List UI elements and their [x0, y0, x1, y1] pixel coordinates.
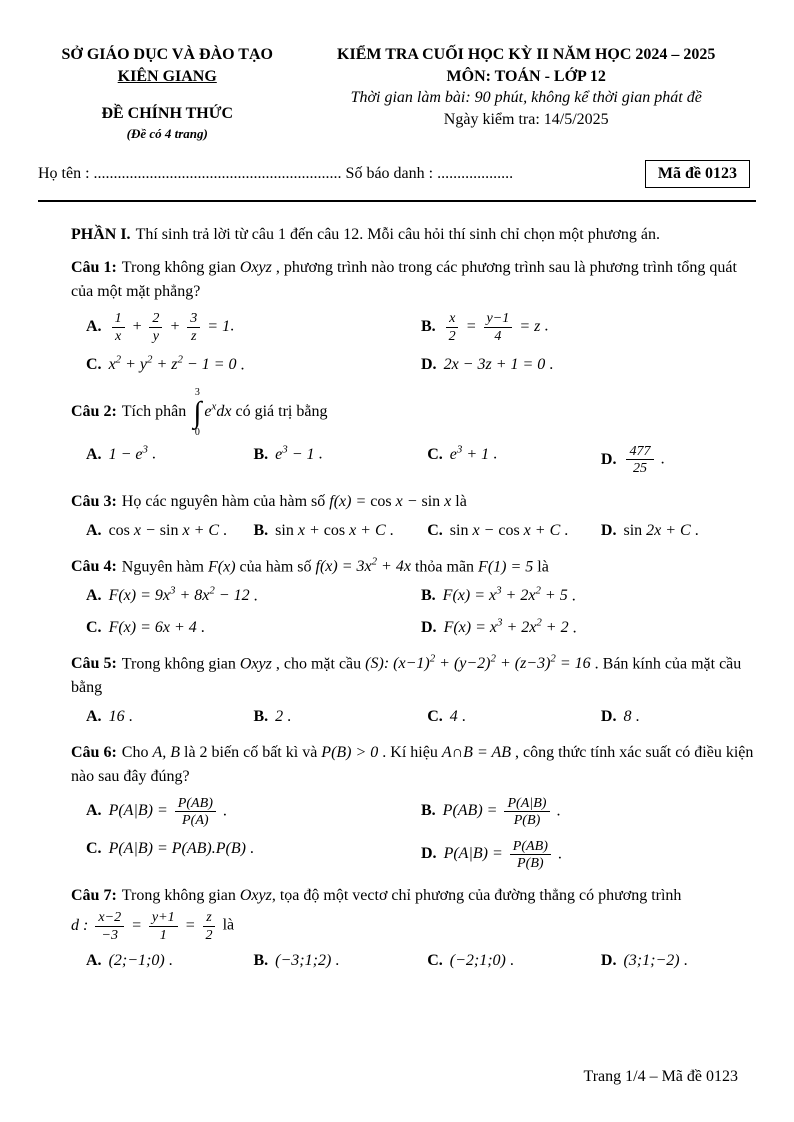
options [86, 791, 756, 876]
option-text: $F(x) = x^3 + 2x^2 + 2$ . [443, 616, 577, 636]
question-number: Câu 2: [71, 403, 117, 421]
name-and-id-line: Họ tên : .............................................................. Số báo danh : ................... [38, 165, 514, 183]
option [86, 834, 421, 875]
option [421, 791, 756, 832]
option-text: $F(x) = x^3 + 2x^2 + 5$ . [442, 585, 576, 605]
option-letter: A. [86, 708, 102, 726]
option [421, 581, 756, 611]
question-block [38, 554, 756, 642]
question-stem [71, 490, 756, 514]
option-text: sin x + cos x + C . [275, 521, 394, 539]
option-text: 8 . [623, 708, 640, 726]
province-name: KIÊN GIANG [117, 67, 217, 85]
option-letter: A. [86, 445, 102, 463]
option-letter: D. [421, 618, 437, 636]
option-letter: D. [600, 708, 617, 726]
option [601, 516, 756, 545]
option-letter: A. [86, 317, 102, 335]
option [86, 946, 254, 975]
option-letter: B. [253, 708, 269, 726]
option [86, 439, 254, 480]
option-text: (2;−1;0) . [108, 951, 173, 969]
option [421, 350, 756, 380]
option [86, 581, 421, 611]
option [427, 516, 601, 545]
header-right [296, 44, 756, 142]
exam-content [38, 202, 756, 975]
question-stem [71, 884, 756, 943]
option-letter: B. [253, 521, 269, 539]
option-letter: C. [427, 951, 443, 969]
option-text: P(A|B) = $\frac{P(AB)}{P(A)}$ . [108, 794, 227, 828]
option-letter: A. [86, 951, 102, 969]
option [427, 946, 601, 975]
exam-code-box: Mã đề 0123 [645, 160, 750, 188]
question-number: Câu 6: [71, 743, 117, 761]
option-text: $\frac{x}{2}$ = $\frac{y-1}{4}$ = z . [443, 318, 549, 335]
option-letter: D. [421, 355, 437, 373]
option-text: $\frac{477}{25}$ . [623, 451, 664, 468]
option-letter: B. [421, 587, 436, 605]
exam-duration: Thời gian làm bài: 90 phút, không kể thời gian phát đề [350, 89, 702, 107]
option-letter: C. [427, 708, 443, 726]
option-letter: C. [427, 521, 443, 539]
option-letter: B. [421, 317, 436, 335]
option-letter: C. [86, 618, 102, 636]
option [86, 791, 421, 832]
option-letter: B. [253, 951, 269, 969]
option-letter: D. [600, 521, 617, 539]
option [254, 946, 428, 975]
option-text: 2x − 3z + 1 = 0 . [443, 355, 554, 373]
option [421, 613, 756, 643]
option [86, 306, 421, 347]
option-letter: A. [86, 521, 102, 539]
option [601, 946, 756, 975]
question-text: Họ các nguyên hàm của hàm số f(x) = cos x − sin x là [121, 492, 467, 510]
page-count-note: (Đề có 4 trang) [126, 125, 208, 141]
option-letter: C. [86, 840, 102, 858]
question-text: Trong không gian Oxyz , phương trình nào trong các phương trình sau là phương trình tổng quát của một mặt phẳng? [71, 259, 737, 301]
option-text: sin 2x + C . [623, 521, 699, 539]
question-stem [71, 741, 756, 789]
question-number: Câu 4: [71, 558, 117, 576]
option-letter: A. [86, 587, 102, 605]
option-text: $e^3 - 1$ . [275, 443, 323, 463]
option-letter: A. [86, 802, 102, 820]
option-text: sin x − cos x + C . [449, 521, 569, 539]
question-text: Tích phân 3 ∫ 0 $e^xdx$ có giá trị bằng [121, 387, 328, 438]
option-letter: D. [421, 845, 437, 863]
option [86, 702, 254, 731]
option-text: cos x − sin x + C . [108, 521, 228, 539]
option [421, 306, 756, 347]
exam-title: KIỂM TRA CUỐI HỌC KỲ II NĂM HỌC 2024 – 2025 [337, 46, 716, 63]
question-block [38, 651, 756, 732]
option-text: $x^2 + y^2 + z^2 - 1 = 0$ . [108, 353, 245, 374]
options [86, 946, 756, 975]
option-letter: D. [600, 951, 617, 969]
option [601, 702, 756, 731]
options [86, 702, 756, 731]
options [86, 439, 756, 480]
question-number: Câu 3: [71, 492, 117, 510]
candidate-info-row [38, 160, 756, 188]
part1-label: PHẦN I. [71, 226, 131, 244]
option [86, 516, 254, 545]
question-block [38, 741, 756, 876]
exam-date: Ngày kiểm tra: 14/5/2025 [443, 110, 609, 128]
question-stem [71, 256, 756, 304]
question-stem [71, 388, 756, 437]
option-text: 2 . [275, 708, 292, 726]
option [427, 439, 601, 480]
question-text: Cho A, B là 2 biến cố bất kì và P(B) > 0 . Kí hiệu A∩B = AB , công thức tính xác suất có điều kiện nào sau đây đúng? [71, 743, 754, 785]
option-text: F(x) = 6x + 4 . [108, 618, 205, 636]
part1-heading [71, 223, 756, 247]
option-text: $1 - e^3$ . [108, 443, 156, 463]
option-text: (−2;1;0) . [449, 951, 514, 969]
department-name: SỞ GIÁO DỤC VÀ ĐÀO TẠO [61, 46, 273, 63]
option-letter: D. [600, 450, 617, 468]
question-block [38, 490, 756, 545]
question-text: Nguyên hàm F(x) của hàm số $f(x) = 3x^2 + 4x$ thỏa mãn F(1) = 5 là [121, 555, 549, 576]
exam-subject: MÔN: TOÁN - LỚP 12 [446, 67, 606, 85]
option-text: $F(x) = 9x^3 + 8x^2 - 12$ . [108, 585, 258, 605]
question-stem [71, 554, 756, 579]
question-block [38, 388, 756, 480]
option [254, 439, 428, 480]
option-letter: C. [427, 445, 443, 463]
option-letter: B. [253, 445, 269, 463]
question-block [38, 884, 756, 975]
option-text: 4 . [449, 708, 466, 726]
option [601, 439, 756, 480]
option [254, 702, 428, 731]
option-text: P(AB) = $\frac{P(A|B)}{P(B)}$ . [442, 794, 561, 828]
option-text: 16 . [108, 708, 133, 726]
option-text: $e^3 + 1$ . [449, 443, 498, 463]
question-stem [71, 651, 756, 700]
option-text: P(A|B) = P(AB).P(B) . [108, 840, 254, 858]
question-text: Trong không gian Oxyz , cho mặt cầu (S): $(x-1)^2 + (y-2)^2 + (z-3)^2 = 16$ . Bán kính của mặt cầu bằng [71, 653, 742, 697]
options [86, 581, 756, 642]
option [421, 834, 756, 875]
question-number: Câu 1: [71, 259, 117, 277]
exam-header [38, 44, 756, 142]
question-number: Câu 5: [71, 655, 117, 673]
option [86, 613, 421, 643]
option-text: (−3;1;2) . [275, 951, 340, 969]
official-exam-label: ĐỀ CHÍNH THỨC [101, 105, 234, 123]
option-text: P(A|B) = $\frac{P(AB)}{P(B)}$ . [443, 838, 562, 872]
options [86, 516, 756, 545]
option [427, 702, 601, 731]
page-footer: Trang 1/4 – Mã đề 0123 [583, 1068, 738, 1085]
header-left [38, 44, 296, 142]
question-text: Trong không gian Oxyz, tọa độ một vectơ chỉ phương của đường thẳng có phương trình d : $\frac{x-2}{-3}$ = $\frac{y+1}{1}$ = $\frac{z}{2}$ là [71, 887, 682, 943]
option [254, 516, 428, 545]
options [86, 306, 756, 379]
part1-text: Thí sinh trả lời từ câu 1 đến câu 12. Mỗi câu hỏi thí sinh chỉ chọn một phương án. [135, 226, 660, 244]
option-text: $\frac{1}{x}$ + $\frac{2}{y}$ + $\frac{3}{z}$ = 1. [109, 318, 235, 335]
option-letter: B. [421, 802, 436, 820]
option-text: (3;1;−2) . [623, 951, 688, 969]
question-number: Câu 7: [71, 887, 117, 905]
option [86, 350, 421, 380]
question-block [38, 256, 756, 379]
option-letter: C. [86, 356, 102, 374]
